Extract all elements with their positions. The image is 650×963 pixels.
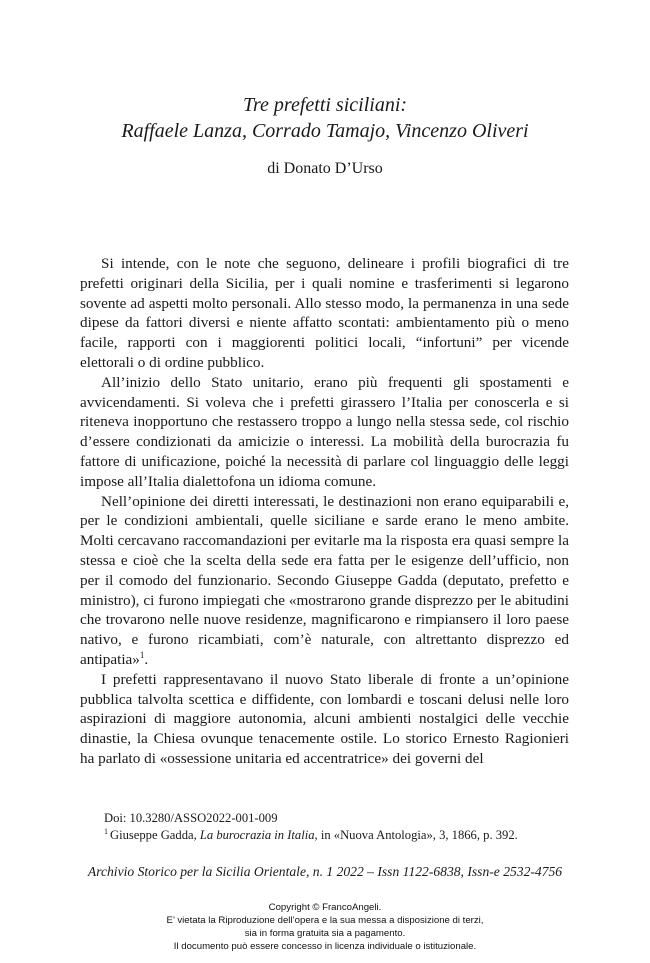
copyright-line: E’ vietata la Riproduzione dell’opera e la sua messa a disposizione di terzi,: [166, 915, 484, 926]
paragraph: [80, 670, 569, 769]
paragraph: [80, 254, 569, 373]
footnote-1: [104, 827, 574, 844]
copyright-line: sia in forma gratuita sia a pagamento.: [244, 928, 406, 939]
footnote-text-after: in «Nuova Antologia», 3, 1866, p. 392.: [317, 828, 518, 842]
doi-line: Doi: 10.3280/ASSO2022-001-009: [104, 811, 278, 825]
footnote-book-title: La burocrazia in Italia,: [199, 828, 318, 842]
paragraph-text: Si intende, con le note che seguono, delineare i profili biografici di tre prefetti originari della Sicilia, per i quali nomine e trasferimenti si legarono sovente ad aspetti molto personali. Allo stesso modo, la permanenza in una sede dipese da fattori diversi e niente affatto scontati: ambientamento più o meno facile, rapporti con i maggiorenti politici locali, “infortuni” per vicende elettorali o di ordine pubblico.: [80, 255, 569, 371]
paragraph: Nell’opinione dei diretti interessati, le destinazioni non erano equiparabili e, per le condizioni ambientali, quelle siciliane e sarde erano le meno ambite. Molti cercavano raccomandazioni per evitarle ma la risposta era quasi sempre la stessa e cioè che la scelta della sede era fatta per le esigenze dell’ufficio, non per il comodo del funzionario. Secondo Giuseppe Gadda (deputato, prefetto e ministro), ci furono impiegati che «mostrarono grande disprezzo per le abitudini che trovarono nelle nuove residenze, magnificarono e rimpiansero il loro paese nativo, e furono ricambiati, com’è naturale, con altrettanto disprezzo ed antipatia»$^1$.: [80, 492, 569, 668]
footnote-marker[interactable]: 1: [139, 649, 145, 660]
footnote-text-before: Giuseppe Gadda,: [110, 828, 200, 842]
article-body: [80, 254, 569, 769]
copyright-line: Copyright © FrancoAngeli.: [268, 902, 382, 913]
copyright-notice: [0, 901, 650, 953]
paragraph-text: All’inizio dello Stato unitario, erano più frequenti gli spostamenti e avvicendamenti. Si voleva che i prefetti girassero l’Italia per conoscerla e si riteneva inopportuno che restassero troppo a lungo nella stessa sede, col rischio d’essere condizionati da amicizie o interessi. La mobilità della burocrazia fu fattore di unificazione, poiché la necessità di parlare col linguaggio delle leggi impose all’Italia dialettofona un idioma comune.: [80, 373, 569, 490]
copyright-line: Il documento può essere concesso in licenza individuale o istituzionale.: [173, 941, 477, 952]
footnote-number: 1: [104, 827, 108, 836]
article-title-line-2: Raffaele Lanza, Corrado Tamajo, Vincenzo Oliveri: [121, 120, 529, 142]
article-title-line-1: Tre prefetti siciliani:: [242, 94, 408, 116]
paragraph: [80, 373, 569, 492]
article-title: [0, 92, 650, 144]
footnotes: [104, 810, 574, 844]
journal-citation: Archivio Storico per la Sicilia Orientale, n. 1 2022 – Issn 1122-6838, Issn-e 2532-4756: [87, 864, 563, 879]
paragraph-text: Nell’opinione dei diretti interessati, le destinazioni non erano equiparabili e, per le condizioni ambientali, quelle siciliane e sarde erano le meno ambite. Molti cercavano raccomandazioni per evitarle ma la risposta era quasi sempre la stessa e cioè che la scelta della sede era fatta per le esigenze dell’ufficio, non per il comodo del funzionario. Secondo Giuseppe Gadda (deputato, prefetto e ministro), ci furono impiegati che «mostrarono grande disprezzo per le abitudini che trovarono nelle nuove residenze, magnificarono e rimpiansero il loro paese nativo, e furono ricambiati, com’è naturale, con altrettanto disprezzo ed antipatia»: [80, 492, 569, 668]
author-byline: di Donato D’Urso: [267, 160, 383, 177]
paragraph-text: I prefetti rappresentavano il nuovo Stato liberale di fronte a un’opinione pubblica talvolta scettica e diffidente, con lombardi e toscani delusi nelle loro aspirazioni di maggiore autonomia, alcuni ambienti nostalgici delle vecchie dinastie, la Chiesa ovunque tenacemente ostile. Lo storico Ernesto Ragionieri ha parlato di «ossessione unitaria ed accentratrice» dei governi del: [80, 670, 569, 767]
